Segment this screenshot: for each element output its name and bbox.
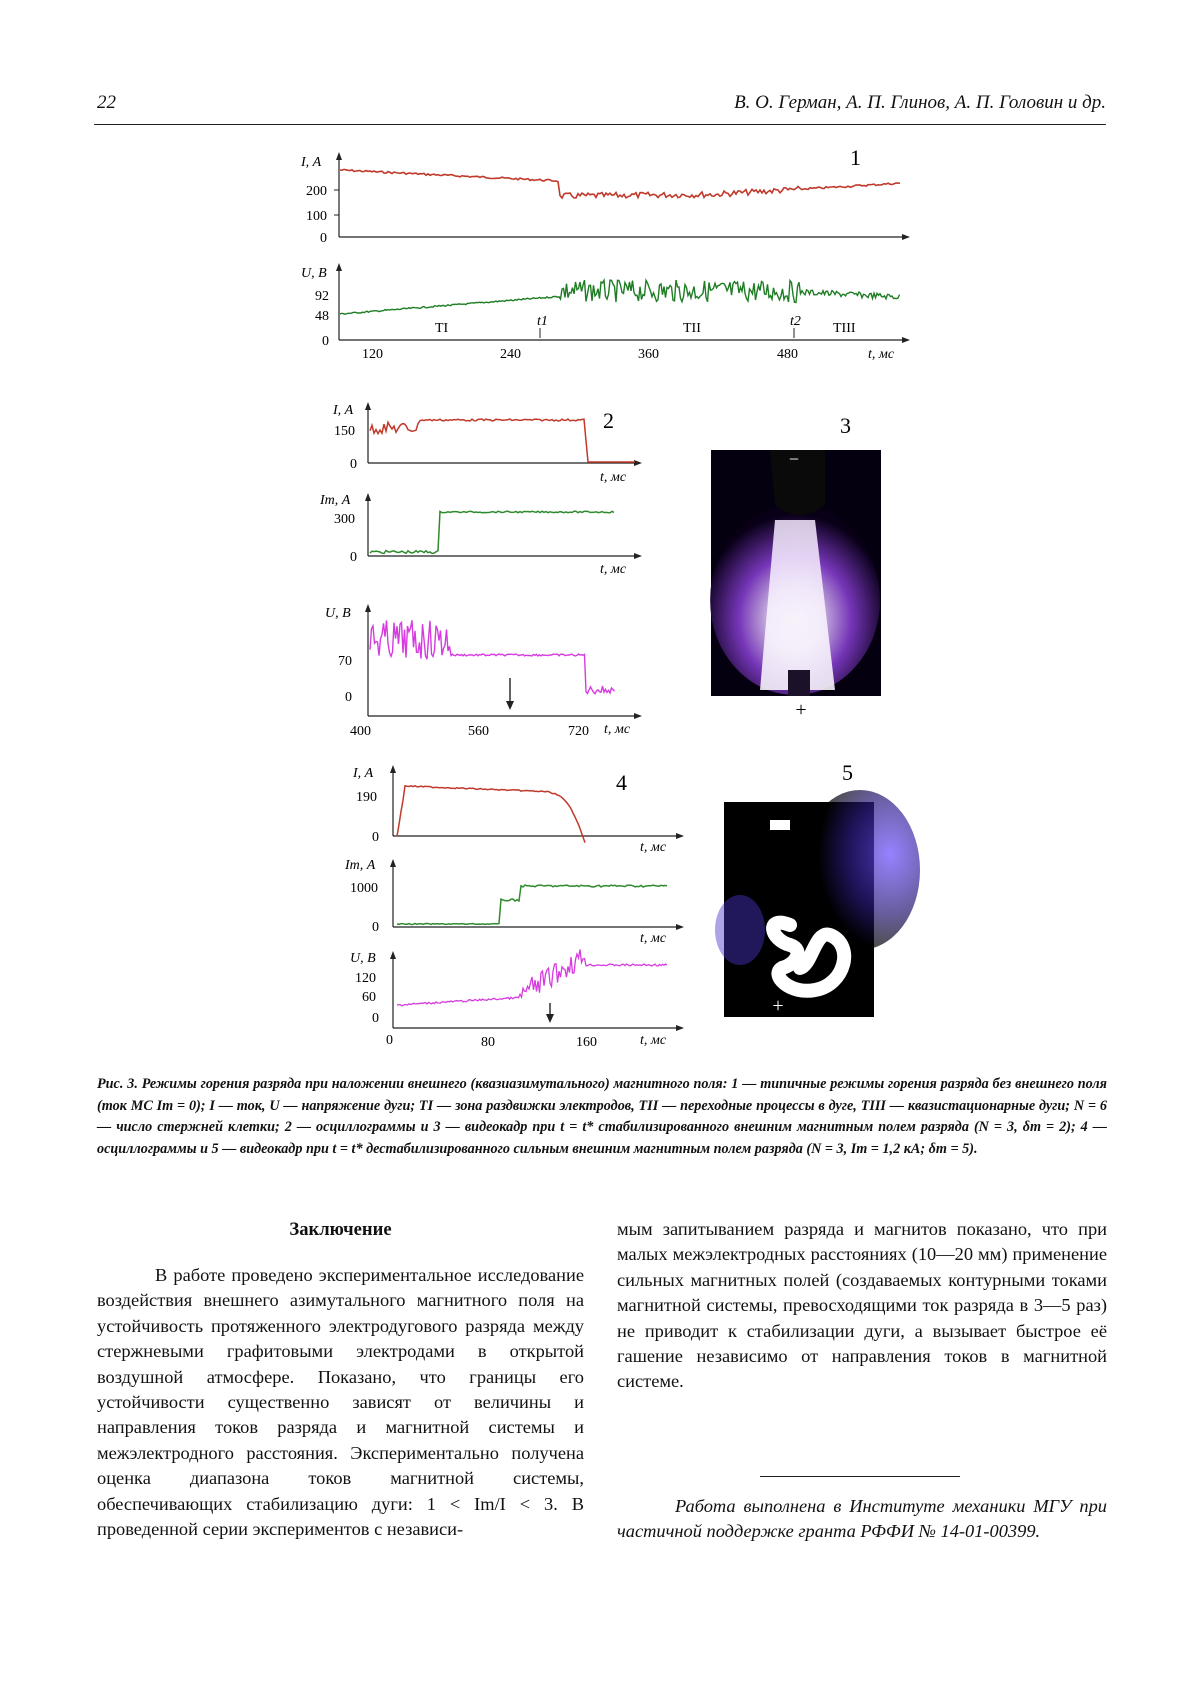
p2-time-400: 400 (350, 724, 371, 739)
p1-time-480: 480 (777, 347, 798, 362)
p4-tick-0: 0 (372, 830, 379, 845)
p1-vtick-0: 0 (322, 334, 329, 349)
p4-vtick-0: 0 (372, 1011, 379, 1026)
p1-time-240: 240 (500, 347, 521, 362)
section-title: Заключение (289, 1219, 392, 1240)
p2-current-label: I, А (333, 403, 354, 418)
p1-vtick-48: 48 (315, 309, 329, 324)
panel-5-number: 5 (842, 760, 853, 785)
p4-mtick-0: 0 (372, 920, 379, 935)
p1-current-label: I, А (301, 155, 322, 170)
p1-marker-t2: t2 (790, 314, 801, 329)
p1-zone-TI: ТI (435, 321, 449, 336)
conclusion-right-column (617, 1217, 1107, 1395)
acknowledgment (617, 1494, 1107, 1545)
panel-1-number: 1 (850, 145, 861, 170)
p2-tick-0: 0 (350, 457, 357, 472)
p4-magnet-label: Im, А (345, 858, 376, 873)
p1-tick-0: 0 (320, 231, 327, 246)
p1-zone-TIII: ТIII (833, 321, 856, 336)
p1-time-label: t, мс (868, 347, 895, 362)
panel-3-number: 3 (840, 413, 851, 438)
p2-vtick-70: 70 (338, 654, 352, 669)
acknowledgment-text: Работа выполнена в Институте механики МГУ при частичной поддержке гранта РФФИ № 14-01-00399. (617, 1496, 1107, 1542)
panel-1 (300, 145, 910, 362)
p4-current-trace (397, 786, 585, 843)
p3-plus: + (795, 699, 807, 721)
p2-time-560: 560 (468, 724, 489, 739)
p4-tick-190: 190 (356, 790, 377, 805)
conclusion-left-column (97, 1217, 584, 1542)
p1-vtick-92: 92 (315, 289, 329, 304)
p4-time-80: 80 (481, 1035, 495, 1050)
p5-plus: + (772, 995, 784, 1017)
running-head: В. О. Герман, А. П. Глинов, А. П. Головин и др. (734, 92, 1106, 113)
conclusion-paragraph-right: мым запитыванием разряда и магнитов показано, что при малых межэлектродных расстояниях (10—20 мм) применение сильных магнитных полей (создаваемых контурными токами магнитной системы, превосходящими ток разряда в 3—5 раз) не приводит к стабилизации дуги, а вызывает быстрое её гашение независимо от направления токов в магнитной системе. (617, 1219, 1107, 1392)
p4-time-160: 160 (576, 1035, 597, 1050)
p4-time-label: t, мс (640, 1033, 667, 1048)
p1-time-120: 120 (362, 347, 383, 362)
p2-mtick-0: 0 (350, 550, 357, 565)
p2-tick-150: 150 (334, 424, 355, 439)
p4-time-label-a: t, мс (640, 840, 667, 855)
p1-voltage-trace (340, 280, 900, 314)
panel-2 (319, 402, 642, 739)
p2-current-trace (370, 419, 635, 462)
p4-mtick-1000: 1000 (350, 881, 378, 896)
p1-current-trace (340, 169, 900, 198)
p2-vtick-0: 0 (345, 690, 352, 705)
p4-voltage-label: U, В (350, 951, 376, 966)
p4-vtick-120: 120 (355, 971, 376, 986)
page-number: 22 (97, 92, 116, 113)
p2-time-label: t, мс (604, 722, 631, 737)
p1-voltage-label: U, В (301, 266, 327, 281)
p1-marker-t1: t1 (537, 314, 548, 329)
p4-vtick-60: 60 (362, 990, 376, 1005)
panel-4 (344, 765, 684, 1050)
p2-time-720: 720 (568, 724, 589, 739)
p4-time-0: 0 (386, 1033, 393, 1048)
panel-2-number: 2 (603, 408, 614, 433)
acknowledgment-rule (760, 1476, 960, 1477)
panel-4-number: 4 (616, 770, 627, 795)
p5-minus-mark (770, 820, 790, 830)
p2-voltage-trace (370, 620, 615, 693)
p4-current-label: I, А (353, 766, 374, 781)
conclusion-paragraph-left: В работе проведено экспериментальное исследование воздействия внешнего азимутального магнитного поля на устойчивость протяженного электродугового разряда между стержневыми графитовыми электродами в открытой воздушной атмосфере. Показано, что границы его устойчивости существенно зависят от величины и направления токов разряда и магнитной системы и межэлектродного расстояния. Экспериментально получена оценка диапазона токов магнитной системы, обеспечивающих стабилизацию дуги: 1 < Im/I < 3. В проведенной серии экспериментов с независи- (97, 1265, 584, 1540)
p1-tick-200: 200 (306, 184, 327, 199)
p1-tick-100: 100 (306, 209, 327, 224)
p3-anode (788, 670, 810, 696)
p1-zone-TII: ТII (683, 321, 701, 336)
p2-time-label-a: t, мс (600, 470, 627, 485)
figure-caption: Рис. 3. Режимы горения разряда при наложении внешнего (квазиазимутального) магнитного поля: 1 — типичные режимы горения разряда без внешнего поля (ток МС Im = 0); I — ток, U — напряжение дуги; ТI — зона раздвижки электродов, ТII — переходные процессы в дуге, ТIII — квазистационарные дуги; N = 6 — число стержней клетки; 2 — осциллограммы и 3 — видеокадр при t = t* стабилизированного внешним магнитным полем разряда (N = 3, δm = 2); 4 — осциллограммы и 5 — видеокадр при t = t* дестабилизированного сильным внешним магнитным полем разряда (N = 3, Im = 1,2 кА; δm = 5). (97, 1076, 1107, 1157)
p4-time-label-b: t, мс (640, 931, 667, 946)
panel-3 (710, 413, 881, 721)
p2-time-label-b: t, мс (600, 562, 627, 577)
panel-5 (715, 760, 920, 1017)
p4-voltage-trace (397, 950, 667, 1006)
p1-time-360: 360 (638, 347, 659, 362)
p2-magnet-label: Im, А (320, 493, 351, 508)
p2-voltage-label: U, В (325, 606, 351, 621)
p4-magnet-trace (397, 885, 667, 925)
p3-minus: − (788, 449, 800, 469)
p2-magnet-trace (370, 511, 614, 553)
p2-mtick-300: 300 (334, 512, 355, 527)
